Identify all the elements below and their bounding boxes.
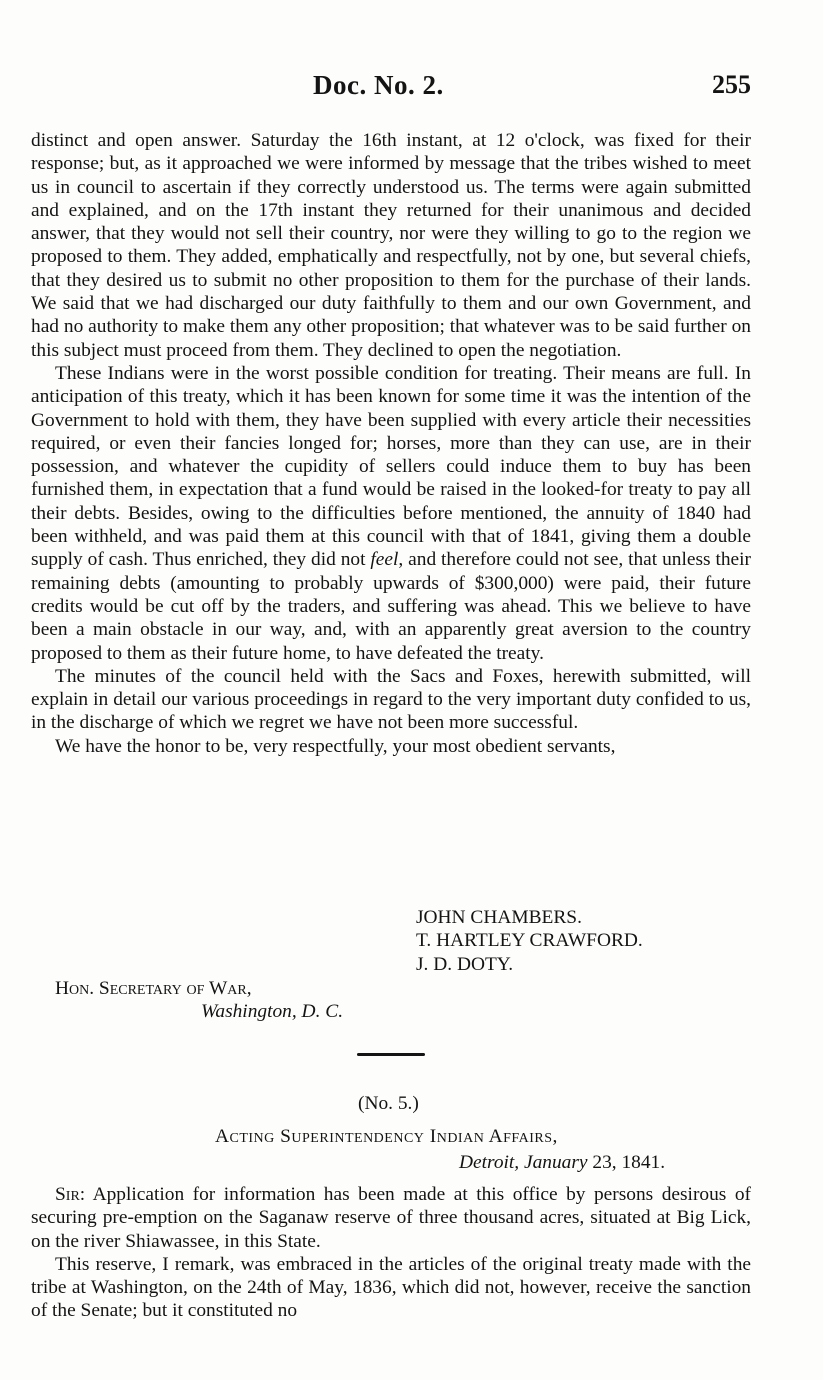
addressee-title: Hon. Secretary of War, [55,978,252,999]
office-heading: Acting Superintendency Indian Affairs, [215,1126,558,1147]
letter-paragraph-application [31,1183,751,1253]
emphasis-feel: feel [370,549,399,571]
signature-doty: J. D. DOTY. [416,953,514,975]
section-divider [357,1053,425,1056]
page-header [0,70,823,110]
document-title: Doc. No. 2. [313,70,444,100]
dateline-place: Detroit, January [459,1152,588,1173]
letter-paragraph-reserve: This reserve, I remark, was embraced in the articles of the original treaty made with the tribe at Washington, on the 24th of May, 1836, which did not, however, receive the sanction of the Senate; but it constituted no [31,1253,751,1322]
dateline-date: 23, 1841. [587,1152,666,1173]
dateline [459,1152,665,1174]
letter-paragraph-application-text: Application for information has been made at this office by persons desirous of securing pre-emption on the Saganaw reserve of three thousand acres, situated at Big Lick, on the river Shiawassee, in this State. [31,1184,751,1252]
paragraph-minutes: The minutes of the council held with the Sacs and Foxes, herewith submitted, will explain in detail our various proceedings in regard to the very important duty confided to us, in the discharge of which we regret we have not been more successful. [31,665,751,734]
salutation: Sir: [55,1184,86,1205]
section-number: (No. 5.) [358,1093,419,1114]
page-number: 255 [712,70,751,99]
signature-block [416,906,643,976]
paragraph-condition-rest: , and therefore could not see, that unless their remaining debts (amounting to probably upwards of $300,000) were paid, their future credits would be cut off by the traders, and suffering was ahead. This we believe to have been a main obstacle in our way, and, with an apparently great aversion to the country proposed to them as their future home, to have defeated the treaty. [31,549,751,664]
letter-body [31,1183,751,1323]
report-body [31,129,751,758]
signature-crawford: T. HARTLEY CRAWFORD. [416,930,643,952]
paragraph-closing: We have the honor to be, very respectfully, your most obedient servants, [55,735,616,757]
paragraph-condition [31,362,751,665]
paragraph-condition-text: These Indians were in the worst possible condition for treating. Their means are full. In anticipation of this treaty, which it has been known for some time it was the intention of the Government to hold with them, they have been supplied with every article their necessities required, or even their fancies longed for; horses, more than they can use, are in their possession, and whatever the cupidity of sellers could induce them to buy has been furnished them, in expectation that a fund would be raised in the looked-for treaty to pay all their debts. Besides, owing to the difficulties before mentioned, the annuity of 1840 had been withheld, and was paid them at this council with that of 1841, giving them a double supply of cash. Thus enriched, they did not [31,362,751,571]
paragraph-negotiation: distinct and open answer. Saturday the 16th instant, at 12 o'clock, was fixed for their response; but, as it approached we were informed by message that the tribes wished to meet us in council to ascertain if they correctly understood us. The terms were again submitted and explained, and on the 17th instant they returned for their unanimous and decided answer, that they would not sell their country, nor were they willing to go to the region we proposed to them. They added, emphatically and respectfully, not by one, but several chiefs, that they desired us to submit no other proposition to them for the purchase of their lands. We said that we had discharged our duty faithfully to them and our own Government, and had no authority to make them any other proposition; that whatever was to be said further on this subject must proceed from them. They declined to open the negotiation. [31,130,751,361]
addressee-block [55,977,343,1024]
signature-chambers: JOHN CHAMBERS. [416,907,582,928]
addressee-place: Washington, D. C. [201,1001,344,1023]
